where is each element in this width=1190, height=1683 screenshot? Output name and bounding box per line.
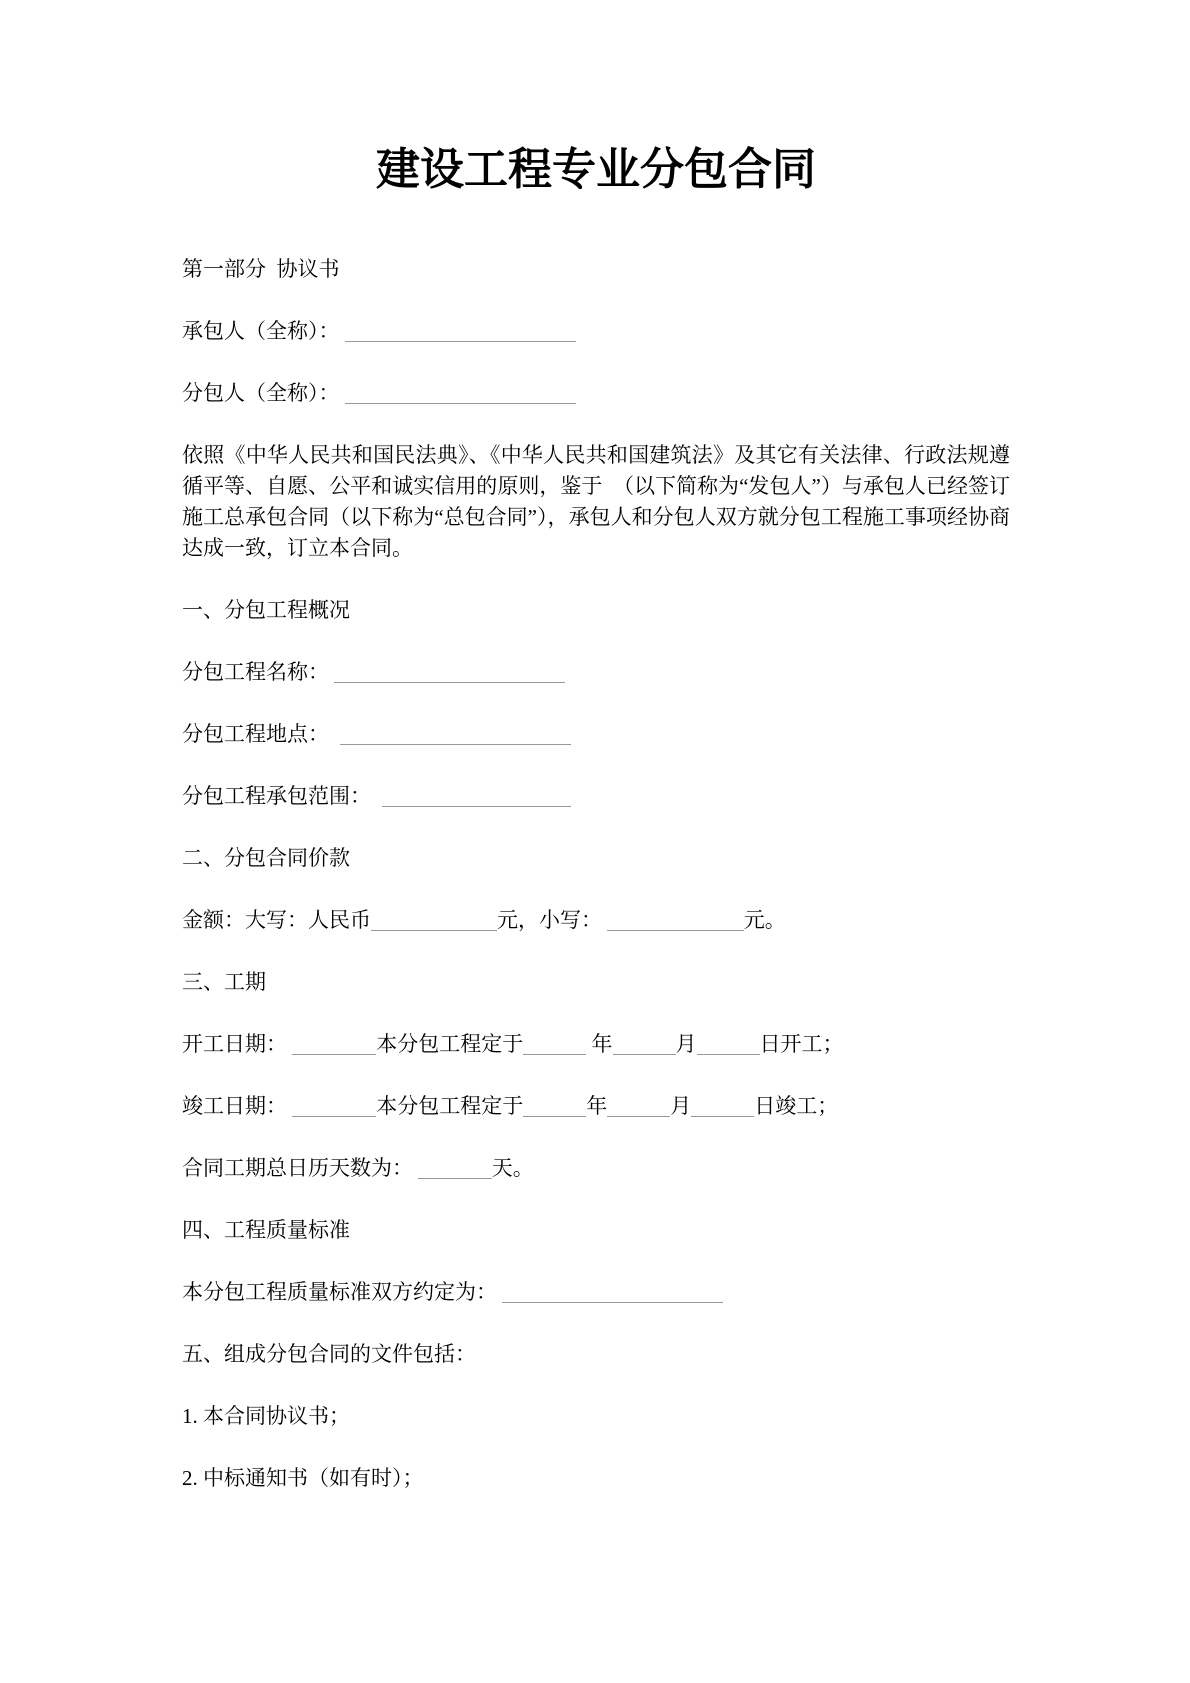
doc-item-1 <box>182 1401 1010 1432</box>
doc-item-2 <box>182 1463 1010 1494</box>
fill-in-blank <box>292 1095 376 1117</box>
text-run: 日开工； <box>759 1032 844 1056</box>
fill-in-blank <box>345 320 576 342</box>
text-run: 月 <box>670 1094 692 1118</box>
section-3-heading <box>182 967 1010 998</box>
fill-in-blank <box>292 1033 376 1055</box>
text-run: 日竣工； <box>754 1094 839 1118</box>
text-run: 开工日期： <box>182 1032 293 1056</box>
text-run: 年 <box>586 1032 613 1056</box>
text-run: 第一部分 协议书 <box>182 257 340 281</box>
text-run: 元。 <box>743 908 786 932</box>
duration-line <box>182 1153 1010 1184</box>
fill-in-blank <box>371 909 497 931</box>
text-run: 月 <box>675 1032 697 1056</box>
text-run: 本分包工程定于 <box>376 1032 524 1056</box>
fill-in-blank <box>613 1033 676 1055</box>
fill-in-blank <box>607 909 744 931</box>
fill-in-blank <box>345 382 576 404</box>
fill-in-blank <box>697 1033 760 1055</box>
text-run: 天。 <box>491 1156 534 1180</box>
preamble-paragraph <box>182 440 1010 564</box>
text-run: 年 <box>586 1094 608 1118</box>
start-date-line <box>182 1029 1010 1060</box>
text-run: 承包人（全称）： <box>182 319 345 343</box>
fill-in-blank <box>418 1157 492 1179</box>
text-run: 竣工日期： <box>182 1094 293 1118</box>
text-run: 2. 中标通知书（如有时）； <box>182 1466 424 1490</box>
text-run: 三、工期 <box>182 970 266 994</box>
document-title: 建设工程专业分包合同 <box>376 145 816 194</box>
text-run: 分包工程承包范围： <box>182 784 382 808</box>
project-name-line <box>182 657 1010 688</box>
text-run: 本分包工程质量标准双方约定为： <box>182 1280 503 1304</box>
text-run: 合同工期总日历天数为： <box>182 1156 419 1180</box>
part-heading <box>182 254 1010 285</box>
section-4-heading <box>182 1215 1010 1246</box>
text-run: 本分包工程定于 <box>376 1094 524 1118</box>
text-run: 金额：大写：人民币 <box>182 908 371 932</box>
project-location-line <box>182 719 1010 750</box>
fill-in-blank <box>502 1281 723 1303</box>
fill-in-blank <box>334 661 565 683</box>
text-run: 分包工程名称： <box>182 660 335 684</box>
section-5-heading <box>182 1339 1010 1370</box>
subcontractor-line <box>182 378 1010 409</box>
text-run: 四、工程质量标准 <box>182 1218 350 1242</box>
text-run: 1. 本合同协议书； <box>182 1404 350 1428</box>
section-1-heading <box>182 595 1010 626</box>
fill-in-blank <box>523 1095 586 1117</box>
text-run: 五、组成分包合同的文件包括： <box>182 1342 476 1366</box>
text-run: 二、分包合同价款 <box>182 846 350 870</box>
text-run: 依照《中华人民共和国民法典》、《中华人民共和国建筑法》及其它有关法律、行政法规遵循平等、自愿、公平和诚实信用的原则，鉴于 （以下简称为“发包人”）与承包人已经签订施工总承包合同（以下称为“总包合同”），承包人和分包人双方就分包工程施工事项经协商达成一致，订立本合同。 <box>182 443 1010 560</box>
project-scope-line <box>182 781 1010 812</box>
fill-in-blank <box>691 1095 754 1117</box>
completion-date-line <box>182 1091 1010 1122</box>
quality-standard-line <box>182 1277 1010 1308</box>
text-run: 元，小写： <box>497 908 608 932</box>
text-run: 一、分包工程概况 <box>182 598 350 622</box>
section-2-heading <box>182 843 1010 874</box>
text-run: 分包工程地点： <box>182 722 340 746</box>
contractor-line <box>182 316 1010 347</box>
fill-in-blank <box>607 1095 670 1117</box>
contract-body <box>182 254 1010 1494</box>
amount-line <box>182 905 1010 936</box>
fill-in-blank <box>340 723 571 745</box>
text-run: 分包人（全称）： <box>182 381 345 405</box>
fill-in-blank <box>382 785 571 807</box>
fill-in-blank <box>523 1033 586 1055</box>
